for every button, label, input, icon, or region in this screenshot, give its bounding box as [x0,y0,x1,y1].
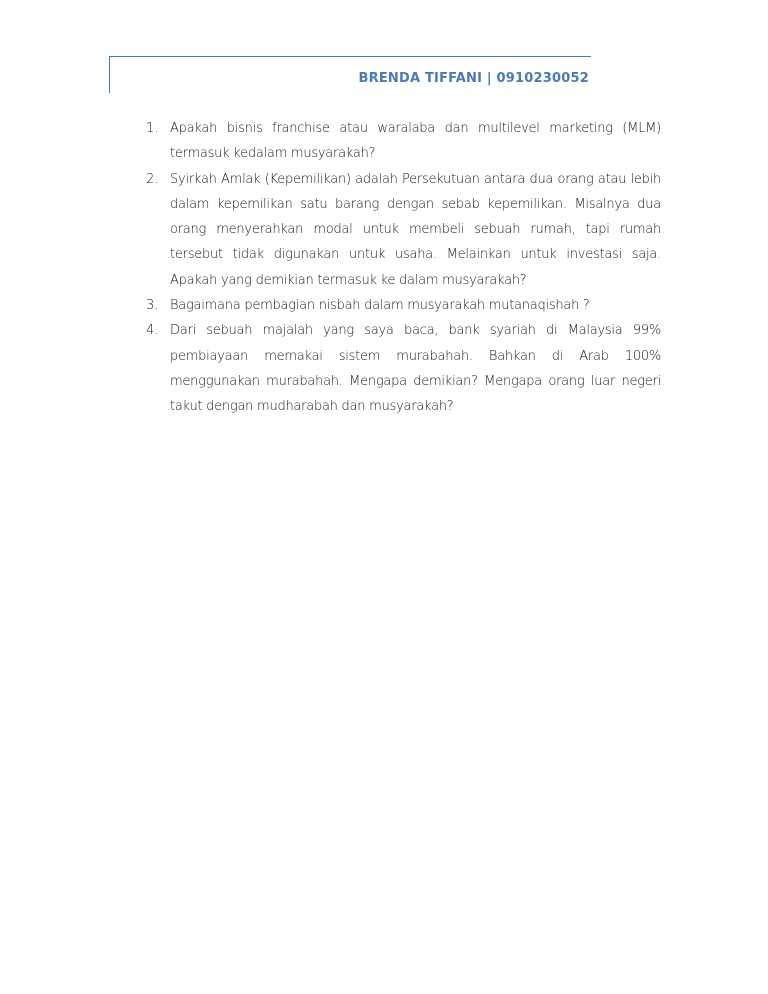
question-number: 1. [146,121,159,136]
question-item [144,167,661,293]
question-text: Apakah bisnis franchise atau waralaba dan multilevel marketing (MLM) termasuk kedalam musyarakah? [170,121,661,162]
header-rule-left [109,56,110,93]
question-text: Bagaimana pembagian nisbah dalam musyarakah mutanaqishah ? [170,298,590,314]
question-list [144,116,661,420]
question-text: Dari sebuah majalah yang saya baca, bank syariah di Malaysia 99% pembiayaan memakai sistem murabahah. Bahkan di Arab 100% menggunakan murabahah. Mengapa demikian? Mengapa orang luar negeri takut dengan mudharabah dan musyarakah? [170,323,661,415]
question-number: 2. [146,171,159,187]
question-text: Syirkah Amlak (Kepemilikan) adalah Persekutuan antara dua orang atau lebih dalam kepemilikan satu barang dengan sebab kepemilikan. Misalnya dua orang menyerahkan modal untuk membeli sebuah rumah, tapi rumah tersebut tidak digunakan untuk usaha. Melainkan untuk investasi saja. Apakah yang demikian termasuk ke dalam musyarakah? [170,171,661,288]
question-item [144,116,661,167]
question-item [144,318,661,419]
question-number: 4. [146,323,159,339]
question-item [144,293,661,318]
header-author-line: BRENDA TIFFANI | 0910230052 [358,71,589,86]
header-rule-top [110,56,591,57]
question-number: 3. [146,298,159,314]
